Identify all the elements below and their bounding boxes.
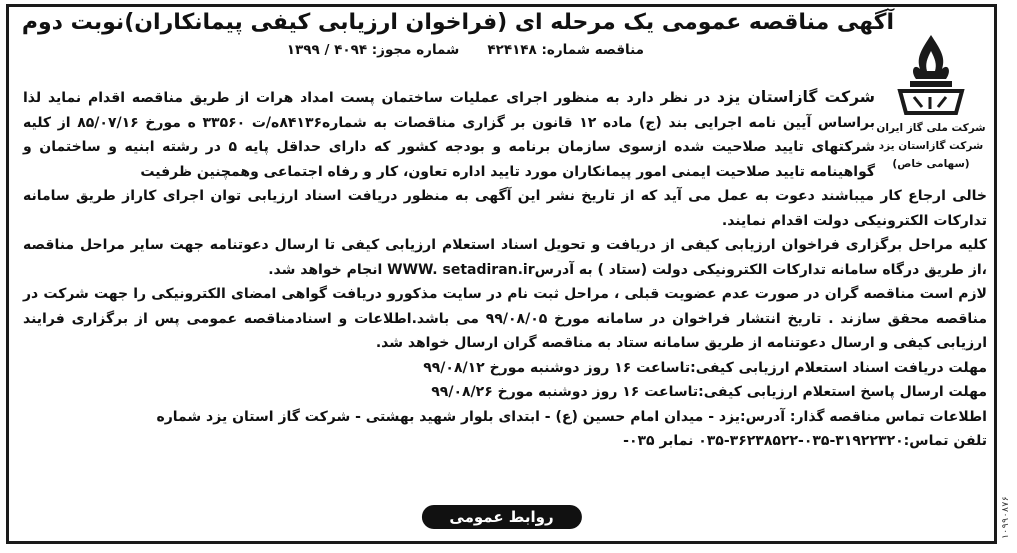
logo-caption-3: (سهامی خاص) <box>892 158 970 170</box>
contact-phone: تلفن تماس:۳۱۹۲۲۳۲۰-۰۳۵-۳۶۲۳۸۵۲۲-۰۳۵ نمابر ۰۳۵- <box>623 433 987 449</box>
body-intro <box>23 85 875 184</box>
contact-address: اطلاعات تماس مناقصه گذار: آدرس:یزد - میدان امام حسین (ع) - ابتدای بلوار شهید بهشتی - شرکت گاز استان یزد شماره <box>156 408 987 425</box>
logo-caption-1: شرکت ملی گاز ایران <box>876 122 986 134</box>
company-name: شرکت گازاستان یزد <box>716 88 875 106</box>
logo-caption-2: شرکت گازاستان یزد <box>878 140 984 152</box>
paragraph-intro-text: در نظر دارد به منظور اجرای عملیات ساختمان پست امداد هرات از طریق مناقصه اقدام نماید لذا براساس آیین نامه اجرایی بند (ج) ماده ۱۲ قانون بر گزاری مناقصات به شماره۸۴۱۳۶ه/ت ۳۳۵۶۰ ه مورخ ۸۵/۰۷/۱۶ از کلیه شرکتهای تایید صلاحیت شده ازسوی سازمان برنامه و بودجه کشور که دارای حداقل پایه ۵ در رشته ابنیه و ساختمان و گواهینامه تایید صلاحیت ایمنی امور پیمانکاران مورد تایید اداره تعاون، کار و رفاه اجتماعی وهمچنین ظرفیت <box>23 90 876 180</box>
advertisement-frame <box>6 4 997 544</box>
deadline-submit: مهلت ارسال پاسخ استعلام ارزیابی کیفی:تاساعت ۱۶ روز دوشنبه مورخ ۹۹/۰۸/۲۶ <box>431 384 987 400</box>
paragraph-procedure: کلیه مراحل برگزاری فراخوان ارزیابی کیفی از دریافت و تحویل اسناد استعلام ارزیابی کیفی تا ارسال دعوتنامه جهت سایر مراحل مناقصه ،از طریق درگاه سامانه تدارکات الکترونیکی دولت (ستاد ) به آدرسWWW. setadiran.ir انجام خواهد شد. <box>23 237 987 278</box>
paragraph-intro <box>23 85 875 184</box>
public-relations-badge: روابط عمومی <box>421 505 581 529</box>
paragraph-intro-continued: خالی ارجاع کار میباشند دعوت به عمل می آید که از تاریخ نشر این آگهی به منظور دریافت اسناد ارزیابی توان اجرای کاراز طریق سامانه تدارکات الکترونیکی دولت اقدام نمایند. <box>23 188 987 229</box>
ad-header <box>21 9 894 71</box>
permit-number: شماره مجوز: ۴۰۹۴ / ۱۳۹۹ <box>286 42 460 58</box>
ad-subtitle <box>286 39 894 61</box>
side-serial-number: ۱۰۹۹۰۸۷۶ <box>1001 495 1011 539</box>
ad-body <box>23 85 987 454</box>
paragraph-registration: لازم است مناقصه گران در صورت عدم عضویت قبلی ، مراحل ثبت نام در سایت مذکورو دریافت گواهی امضای الکترونیکی را جهت شرکت در مناقصه محقق سازند . تاریخ انتشار فراخوان در سامانه مورخ ۹۹/۰۸/۰۵ می باشد.اطلاعات و اسنادمناقصه عمومی پس از برگزاری فرایند ارزیابی کیفی و ارسال دعوتنامه از طریق سامانه ستاد به مناقصه گران ارسال خواهد شد. <box>23 286 988 351</box>
deadline-receive: مهلت دریافت اسناد استعلام ارزیابی کیفی:تاساعت ۱۶ روز دوشنبه مورخ ۹۹/۰۸/۱۲ <box>423 359 987 376</box>
ad-title: آگهی مناقصه عمومی یک مرحله ای (فراخوان ارزیابی کیفی پیمانکاران)نوبت دوم <box>21 10 894 35</box>
tender-number: مناقصه شماره: ۴۲۴۱۴۸ <box>487 42 644 58</box>
